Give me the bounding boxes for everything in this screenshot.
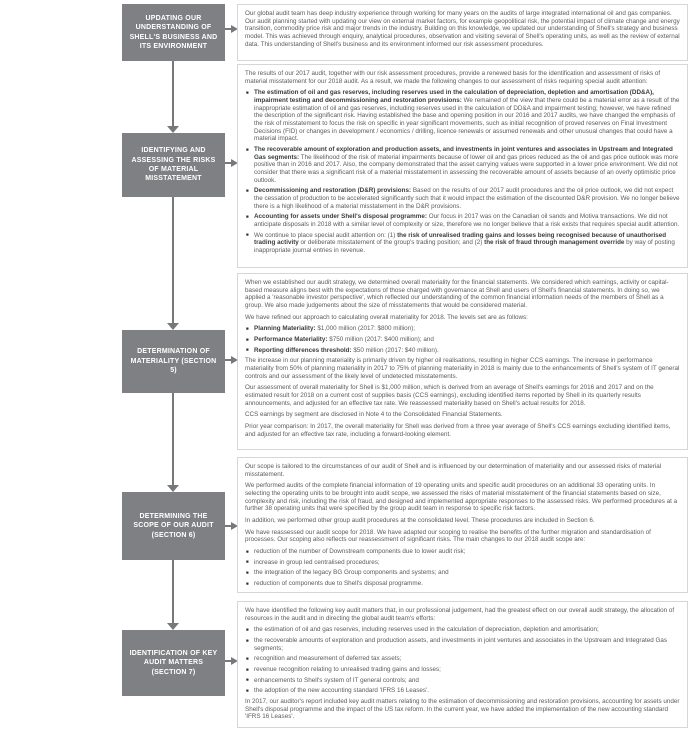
connector-line [172, 61, 174, 126]
text-block-materiality [237, 273, 688, 450]
flow-step-label: IDENTIFICATION OF KEY AUDIT MATTERS (SECTION 7) [129, 649, 218, 676]
bullet-item: ■ revenue recognition relating to unrealised trading gains and losses; [245, 666, 680, 674]
flow-step-materiality [122, 330, 225, 393]
paragraph: CCS earnings by segment are disclosed in Note 4 to the Consolidated Financial Statements. [245, 411, 503, 419]
paragraph: When we established our audit strategy, we determined overall materiality for the financial statements. We considered which earnings, activity or capital-based measure aligns best with the expectations of those charged with governance at Shell and users of Shell's financial statements. In doing so, we applied a 'reasonable investor perspective', which reflected our understanding of the common financial information needs of the members of Shell as a group. We also made judgements about the size of misstatements that would be considered material. [245, 279, 669, 310]
bullet-item: ■ Planning Materiality: $1,000 million (2017: $800 million); [245, 325, 680, 333]
bullet-item: ■ the adoption of the new accounting standard 'IFRS 16 Leases'. [245, 687, 680, 695]
paragraph: Prior year comparison: In 2017, the overall materiality for Shell was derived from a three year average of Shell's CCS earnings excluding identified items, and adjusted for an effective tax rate, including a forward-looking element. [245, 423, 671, 438]
text-block-understanding [237, 4, 688, 61]
flow-step-label: UPDATING OUR UNDERSTANDING OF SHELL'S BUSINESS AND ITS ENVIRONMENT [129, 14, 218, 50]
text-block-scope [237, 457, 688, 593]
bullet-item: ■ reduction of components due to Shell's disposal programme. [245, 580, 680, 588]
paragraph: In addition, we performed other group audit procedures at the consolidated level. These procedures are included in Section 6. [245, 517, 595, 525]
paragraph: We have reassessed our audit scope for 2018. We have adapted our scoping to realise the benefits of the further migration and standardisation of processes. Our scoping also reflects our reassessment of significant risks. The main changes to our 2018 audit scope are: [245, 528, 651, 544]
bullet-item: ■ increase in group led centralised procedures; [245, 559, 680, 567]
bullet-item: ■ the estimation of oil and gas reserves, including reserves used in the calculation of depreciation, depletion and amortisation; [245, 626, 680, 634]
bullet-item: ■ Performance Materiality: $750 million (2017: $400 million); and [245, 336, 680, 344]
paragraph: In 2017, our auditor's report included key audit matters relating to the estimation of decommissioning and restoration provisions, accounting for assets under Shell's disposal programme and the impact of the US tax reform. In the current year, we have added the implementation of the new accounting standard 'IFRS 16 Leases'. [245, 698, 680, 721]
paragraph: Our scope is tailored to the circumstances of our audit of Shell and is influenced by our determination of materiality and our assessed risks of material misstatement. [245, 463, 662, 478]
bullet-item: ■ the integration of the legacy BG Group components and systems; and [245, 569, 680, 577]
bullet-item: ■ Accounting for assets under Shell's disposal programme: Our focus in 2017 was on the Canadian oil sands and Motiva transactions. We did not anticipate disposals in 2018 with a similar level of complexity or size, therefore we no longer believe that a risk exists that requires special audit attention. [245, 213, 680, 228]
text-block-risks [237, 64, 688, 268]
bullet-item: ■ The estimation of oil and gas reserves, including reserves used in the calculation of depreciation, depletion and amortisation (DD&A), impairment testing and decommissioning and restoration provisions: We remained of the view that there could be a material error as a result of the inappropriate estimation of oil and gas reserves, including reserves used in the calculation of DD&A and impairment testing; however, we have refined the description of the significant risk. Having established the base and opening position in our 2016 and 2017 audits, we have changed the emphasis of the risk of misstatement to focus the risk on specific in year significant movements, such as initial recognition of proved reserves on Final Investment Decisions (FID) or changes in development / economics / drilling, licence renewals or assumed renewals and other unusual changes that could have a material impact. [245, 89, 680, 143]
flow-step-scope [122, 492, 225, 560]
flow-step-label: IDENTIFYING AND ASSESSING THE RISKS OF MATERIAL MISSTATEMENT [131, 147, 216, 183]
connector-line [172, 560, 174, 623]
flow-step-risks [122, 133, 225, 197]
paragraph: We have refined our approach to calculating overall materiality for 2018. The levels set are as follows: [245, 313, 528, 321]
down-arrow-icon [167, 126, 179, 133]
bullet-item: ■ recognition and measurement of deferred tax assets; [245, 655, 680, 663]
paragraph: We performed audits of the complete financial information of 19 operating units and specific audit procedures on an additional 33 operating units. In selecting the operating units to be brought into audit scope, we assessed the risks of material misstatement of the financial statements based on size, complexity and risk, including the risk of fraud, and designed and implemented appropriate responses to the assessed risks. We performed procedures at a further 38 operating units that were specified by the group audit team in response to specific risk factors. [245, 482, 678, 513]
bullet-item: ■ Decommissioning and restoration (D&R) provisions: Based on the results of our 2017 audit procedures and the oil price outlook, we did not expect the cessation of production to be accelerated significantly such that it would impact the estimation of the discounted D&R provision. We no longer believe there is a high likelihood of a material misstatement in the D&R provisions. [245, 187, 680, 210]
connector-line [172, 197, 174, 323]
bullet-item: ■ Reporting differences threshold: $50 million (2017: $40 million). [245, 347, 680, 355]
bullet-item: ■ enhancements to Shell's system of IT general controls; and [245, 677, 680, 685]
paragraph: The increase in our planning materiality is primarily driven by higher oil realisations, resulting in higher CCS earnings. The increase in performance materiality from 50% of planning materiality in 2017 to 75% of planning materiality in 2018 is mainly due to the enhancements of Shell's system of IT general controls and our assessment of the likely level of undetected misstatements. [245, 357, 680, 380]
down-arrow-icon [167, 323, 179, 330]
paragraph: Our global audit team has deep industry experience through working for many years on the audits of large integrated international oil and gas companies. Our audit planning started with updating our view on external market factors, for example geopolitical risk, the potential impact of climate change and energy transition, commodity price risk and major trends in the industry. Building on this knowledge, we updated our understanding of Shell's strategy and business model. This was achieved through enquiry, analytical procedures, observation and visiting several of Shell's operating units, as well as the review of external data. This understanding of Shell's business and its environment informed our risk assessment procedures. [245, 10, 680, 48]
bullet-item: ■ We continue to place special audit attention on: (1) the risk of unrealised trading gains and losses being recognised because of unauthorised trading activity or deliberate misstatement of the group's trading position; and (2) the risk of fraud through management override by way of posting inappropriate journal entries in revenue. [245, 232, 680, 255]
down-arrow-icon [167, 485, 179, 492]
text-block-key-audit-matters [237, 601, 688, 728]
paragraph: Our assessment of overall materiality for Shell is $1,000 million, which is derived from an average of Shell's earnings for 2016 and 2017 and on the estimated result for 2018 on a current cost of supplies basis (CCS earnings), excluding identified items reported by Shell in its quarterly results announcements, and adjusted for an effective tax rate. We reassessed materiality based on Shell's actual results for 2018. [245, 384, 654, 407]
flow-step-label: DETERMINING THE SCOPE OF OUR AUDIT (SECTION 6) [133, 512, 214, 539]
paragraph: We have identified the following key audit matters that, in our professional judgement, had the greatest effect on our overall audit strategy, the allocation of resources in the audit and in directing the global audit team's efforts: [245, 607, 675, 622]
connector-line [172, 393, 174, 485]
paragraph: The results of our 2017 audit, together with our risk assessment procedures, provide a renewed basis for the identification and assessment of risks of material misstatement for our 2018 audit. As a result, we made the following changes to our assessment of risks requiring special audit attention: [245, 70, 661, 85]
flow-step-key-audit-matters [122, 630, 225, 696]
bullet-item: ■ the recoverable amounts of exploration and production assets, and investments in joint ventures and associates in the Upstream and Integrated Gas segments; [245, 637, 680, 652]
bullet-item: ■ reduction of the number of Downstream components due to lower audit risk; [245, 548, 680, 556]
flow-step-label: DETERMINATION OF MATERIALITY (SECTION 5) [130, 348, 217, 375]
flow-step-understanding [122, 4, 225, 61]
bullet-item: ■ The recoverable amount of exploration and production assets, and investments in joint ventures and associates in Upstream and Integrated Gas segments: The likelihood of the risk of material impairments because of lower oil and gas prices reduced as the oil and gas price outlook was more positive than in 2016 and 2017. Also, the company demonstrated that the asset carrying values were supported in a lower price environment. We did not consider that there was a significant risk of a material misstatement in assessing the recoverable amount of assets because of an overly optimistic price outlook. [245, 146, 680, 184]
down-arrow-icon [167, 623, 179, 630]
